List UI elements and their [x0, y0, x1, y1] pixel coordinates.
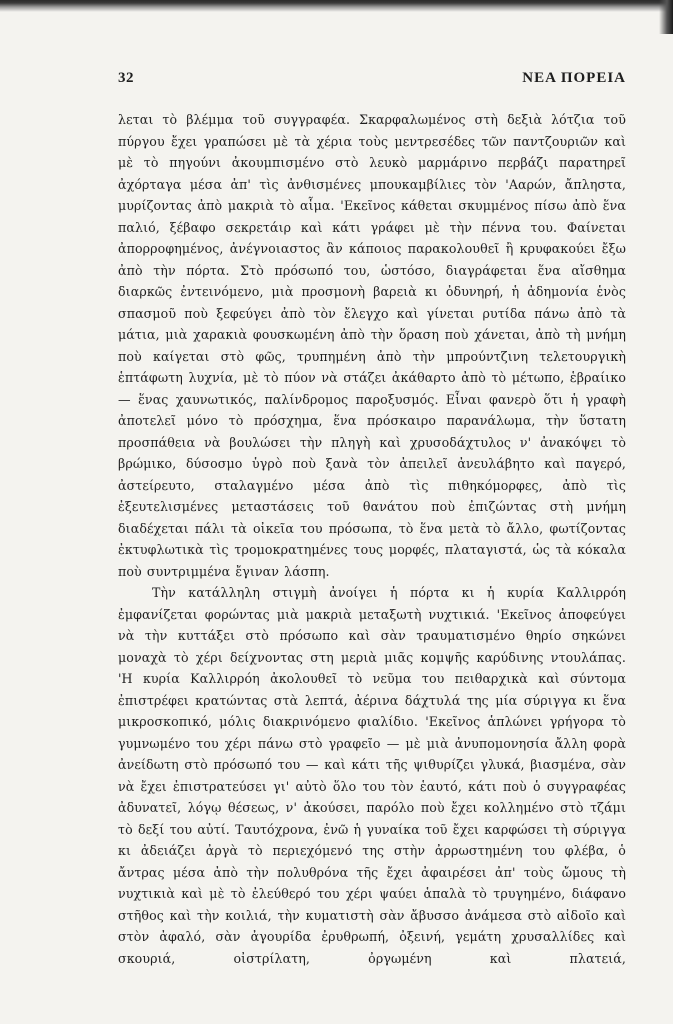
scan-top-edge [0, 0, 673, 12]
body-text [118, 109, 626, 969]
running-title: ΝΕΑ ΠΟΡΕΙΑ [522, 70, 626, 86]
page-number: 32 [118, 70, 134, 86]
book-page [118, 70, 626, 969]
paragraph-1: λεται τὸ βλέμμα τοῦ συγγραφέα. Σκαρφαλωμένος στὴ δεξιὰ λότζια τοῦ πύργου ἔχει γραπώσει μὲ τὰ χέρια τοὺς μεντρεσέδες τῶν παντζουριῶν καὶ μὲ τὸ πηγούνι ἀκουμπισμένο στὸ λευκὸ μαρμάρινο περβάζι παρατηρεῖ ἀχόρταγα μέσα ἀπ' τὶς ἀνθισμένες μπουκαμβίλιες τὸν 'Ααρών, ἄπληστα, μυρίζοντας ἀπὸ μακριὰ τὸ αἷμα. 'Εκεῖνος κάθεται σκυμμένος πίσω ἀπὸ ἕνα παλιό, ξέβαφο σεκρετάιρ καὶ κάτι γράφει μὲ τὴν πέννα του. Φαίνεται ἀπορροφημένος, ἀνέγνοιαστος ἂν κάποιος παρακολουθεῖ ἢ κρυφακούει ἔξω ἀπὸ τὴν πόρτα. Στὸ πρόσωπό του, ὡστόσο, διαγράφεται ἕνα αἴσθημα διαρκῶς ἐντεινόμενο, μιὰ προσμονὴ βαρειὰ κι ὀδυνηρή, ἡ ἀδημονία ἑνὸς σπασμοῦ ποὺ ξεφεύγει ἀπὸ τὸν ἔλεγχο καὶ γίνεται ρυτίδα πάνω ἀπὸ τὰ μάτια, μιὰ χαρακιὰ φουσκωμένη ἀπὸ τὴν ὅραση ποὺ χάνεται, ἀπὸ τὴ μνήμη ποὺ καίγεται στὸ φῶς, τρυπημένη ἀπὸ τὴν μπρούντζινη τελετουργικὴ ἑπτάφωτη λυχνία, μὲ τὸ πύον νὰ στάζει ἀκάθαρτο ἀπὸ τὸ μέτωπο, ἑβραίικο — ἕνας χαυνωτικός, παλίνδρομος παροξυσμός. Εἶναι φανερὸ ὅτι ἡ γραφὴ ἀποτελεῖ μόνο τὸ πρόσχημα, ἕνα πρόσκαιρο παρανάλωμα, τὴν ὕστατη προσπάθεια νὰ βουλώσει τὴν πληγὴ καὶ χρυσοδάχτυλος ν' ἀνακόψει τὸ βρώμικο, δύσοσμο ὑγρὸ ποὺ ξανὰ τὸν ἀπειλεῖ ἀνευλάβητο καὶ παγερό, ἀστείρευτο, σταλαγμένο μέσα ἀπὸ τὶς πιθηκόμορφες, ἀπὸ τὶς ἐξευτελισμένες μεταστάσεις τοῦ θανάτου ποὺ ἐπιζώντας στὴ μνήμη διαδέχεται πάλι τὰ οἰκεῖα του πρόσωπα, τὸ ἕνα μετὰ τὸ ἄλλο, φωτίζοντας ἐκτυφλωτικὰ τὶς τρομοκρατημένες τους μορφές, πλαταγιστά, ὡς τὰ κόκαλα ποὺ συντριμμένα ἔγιναν λάσπη. [118, 112, 626, 579]
running-head [118, 70, 626, 87]
scan-corner-shadow [659, 0, 673, 34]
paragraph-2: Τὴν κατάλληλη στιγμὴ ἀνοίγει ἡ πόρτα κι ἡ κυρία Καλλιρρόη ἐμφανίζεται φορώντας μιὰ μακριὰ μεταξωτὴ νυχτικιά. 'Εκεῖνος ἀποφεύγει νὰ τὴν κυττάξει στὸ πρόσωπο καὶ σὰν τραυματισμένο θηρίο σηκώνει μοναχὰ τὸ χέρι δείχνοντας στη μεριὰ μιᾶς κομψῆς καρύδινης ντουλάπας. 'Η κυρία Καλλιρρόη ἀκολουθεῖ τὸ νεῦμα του πειθαρχικὰ καὶ σύντομα ἐπιστρέφει κρατώντας στὰ λεπτά, ἀέρινα δάχτυλά της μία σύριγγα κι ἕνα μικροσκοπικό, μόλις διακρινόμενο φιαλίδιο. 'Εκεῖνος ἁπλώνει γρήγορα τὸ γυμνωμένο του χέρι πάνω στὸ γραφεῖο — μὲ μιὰ ἀνυπομονησία ἄλλη φορὰ ἀνείδωτη στὸ πρόσωπό του — καὶ κάτι τῆς ψιθυρίζει γλυκά, βιασμένα, σὰν νὰ ἔχει ἐπιστρατεύσει γι' αὐτὸ ὅλο του τὸν ἑαυτό, κάτι ποὺ ὁ συγγραφέας ἀδυνατεῖ, λόγῳ θέσεως, ν' ἀκούσει, παρόλο ποὺ ἔχει κολλημένο στὸ τζάμι τὸ δεξί του αὐτί. Ταυτόχρονα, ἐνῶ ἡ γυναίκα τοῦ ἔχει καρφώσει τὴ σύριγγα κι ἀδειάζει ἀργὰ τὸ περιεχόμενό της στὴν ἀρρωστημένη του φλέβα, ὁ ἄντρας μέσα ἀπὸ τὴν πολυθρόνα τῆς ἔχει ἀφαιρέσει ἀπ' τοὺς ὤμους τὴ νυχτικιὰ καὶ μὲ τὸ ἐλεύθερό του χέρι ψαύει ἁπαλὰ τὸ τρυγημένο, διάφανο στῆθος καὶ τὴν κοιλιά, τὴν κυματιστὴ σὰν ἄβυσσο ἀνάμεσα στὸ αἰδοῖο καὶ στὸν ἀφαλό, σὰν ἀγουρίδα ἐρυθρωπή, ὀξεινή, γεμάτη χρυσαλλίδες καὶ σκουριά, οἰστρίλατη, ὀργωμένη καὶ πλατειά, [118, 585, 626, 966]
